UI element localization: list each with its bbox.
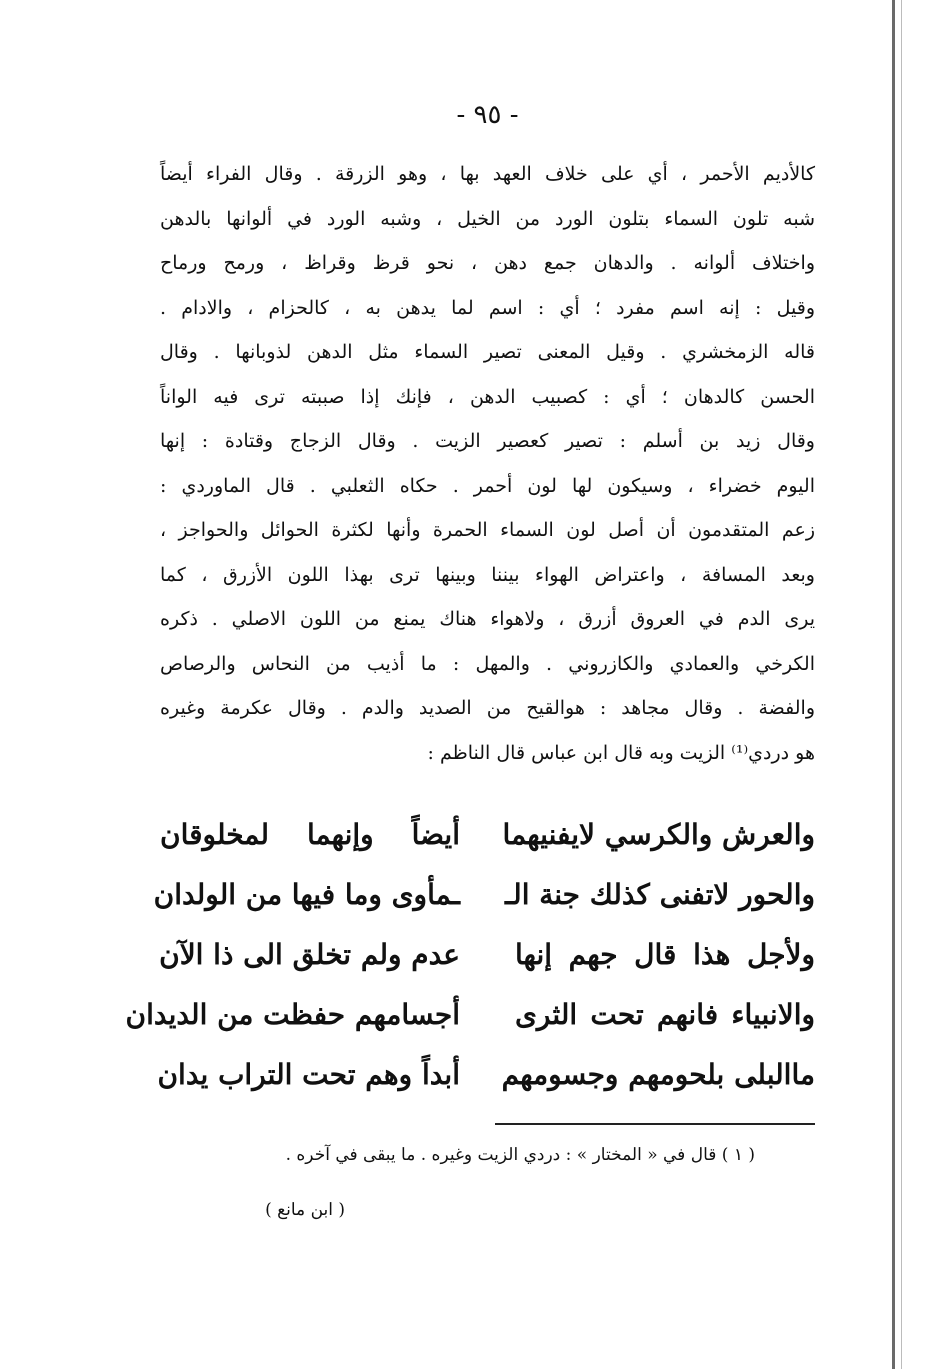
- verse-second-hemistich: أجسامهم حفظت من الديدان: [125, 998, 460, 1031]
- prose-line: اليوم خضراء ، وسيكون لها لون أحمر . حكاه الثعلبي . قال الماوردي :: [160, 474, 815, 497]
- prose-body: [160, 152, 815, 775]
- verse-row: [157, 1045, 815, 1105]
- author-signature: ( ابن مانع ): [265, 1200, 345, 1220]
- prose-line: يرى الدم في العروق أزرق ، ولاهواء هناك يمنع من اللون الاصلي . ذكره: [160, 608, 815, 630]
- verse-second-hemistich: أبداً وهم تحت التراب يدان: [157, 1058, 460, 1091]
- prose-line: والفضة . وقال مجاهد : هوالقيح من الصديد والدم . وقال عكرمة وغيره: [160, 697, 815, 719]
- prose-line: وقال زيد بن أسلم : تصير كعصير الزيت . وقال الزجاج وقتادة : إنها: [160, 430, 815, 452]
- verse-first-hemistich: ماالبلى بلحومهم وجسومهم: [501, 1058, 815, 1091]
- verse-first-hemistich: والحور لاتفنى كذلك جنة الـ: [504, 878, 815, 911]
- prose-line: قاله الزمخشري . وقيل المعنى تصير السماء مثل الدهن لذوبانها . وقال: [160, 341, 815, 363]
- verse-second-hemistich: أيضاً وإنهما لمخلوقان: [160, 818, 460, 851]
- prose-line: وبعد المسافة ، واعتراض الهواء بيننا وبينها ترى بهذا اللون الأزرق ، كما: [160, 563, 815, 586]
- prose-line: شبه تلون السماء بتلون الورد من الخيل ، وشبه الورد في ألوانها بالدهن: [160, 207, 815, 230]
- verse-second-hemistich: عدم ولم تخلق الى ذا الآن: [159, 938, 460, 971]
- verse-row: [160, 805, 815, 865]
- footnote-divider: [495, 1123, 815, 1125]
- page-number: - ٩٥ -: [456, 100, 519, 130]
- poem-verses: [125, 805, 815, 1105]
- prose-line: الحسن كالدهان ؛ أي : كصبيب الدهن ، فإنك إذا صببته ترى فيه الواناً: [160, 385, 815, 408]
- prose-line: كالأديم الأحمر ، أي على خلاف العهد بها ، وهو الزرقة . وقال الفراء أيضاً: [160, 163, 815, 185]
- verse-first-hemistich: ولأجل هذا قال جهم إنها: [515, 938, 815, 971]
- page-spine-edge: [901, 0, 902, 1369]
- verse-second-hemistich: ـمأوى وما فيها من الولدان: [153, 878, 460, 911]
- verse-first-hemistich: والانبياء فانهم تحت الثرى: [515, 998, 815, 1031]
- verse-row: [160, 925, 815, 985]
- prose-line: زعم المتقدمون أن أصل لون السماء الحمرة وأنها لكثرة الحوائل والحواجز ،: [160, 519, 815, 541]
- page-spine-shadow: [892, 0, 895, 1369]
- prose-line: هو دردي⁽¹⁾ الزيت وبه قال ابن عباس قال الناظم :: [427, 741, 815, 764]
- prose-line: الكرخي والعمادي والكازروني . والمهل : ما أذيب من النحاس والرصاص: [160, 652, 815, 675]
- verse-first-hemistich: والعرش والكرسي لايفنيهما: [502, 818, 815, 851]
- prose-line: وقيل : إنه اسم مفرد ؛ أي : اسم لما يدهن به ، كالحزام ، والادام .: [160, 296, 815, 319]
- book-page: [125, 90, 815, 1227]
- verse-row: [125, 985, 815, 1045]
- footnote: ( ١ ) قال في « المختار » : دردي الزيت وغيره . ما يبقى في آخره .: [285, 1145, 755, 1165]
- prose-line: واختلاف ألوانه . والدهان جمع دهن ، نحو قرظ وقراظ ، ورمح ورماح: [160, 252, 815, 274]
- verse-row: [153, 865, 815, 925]
